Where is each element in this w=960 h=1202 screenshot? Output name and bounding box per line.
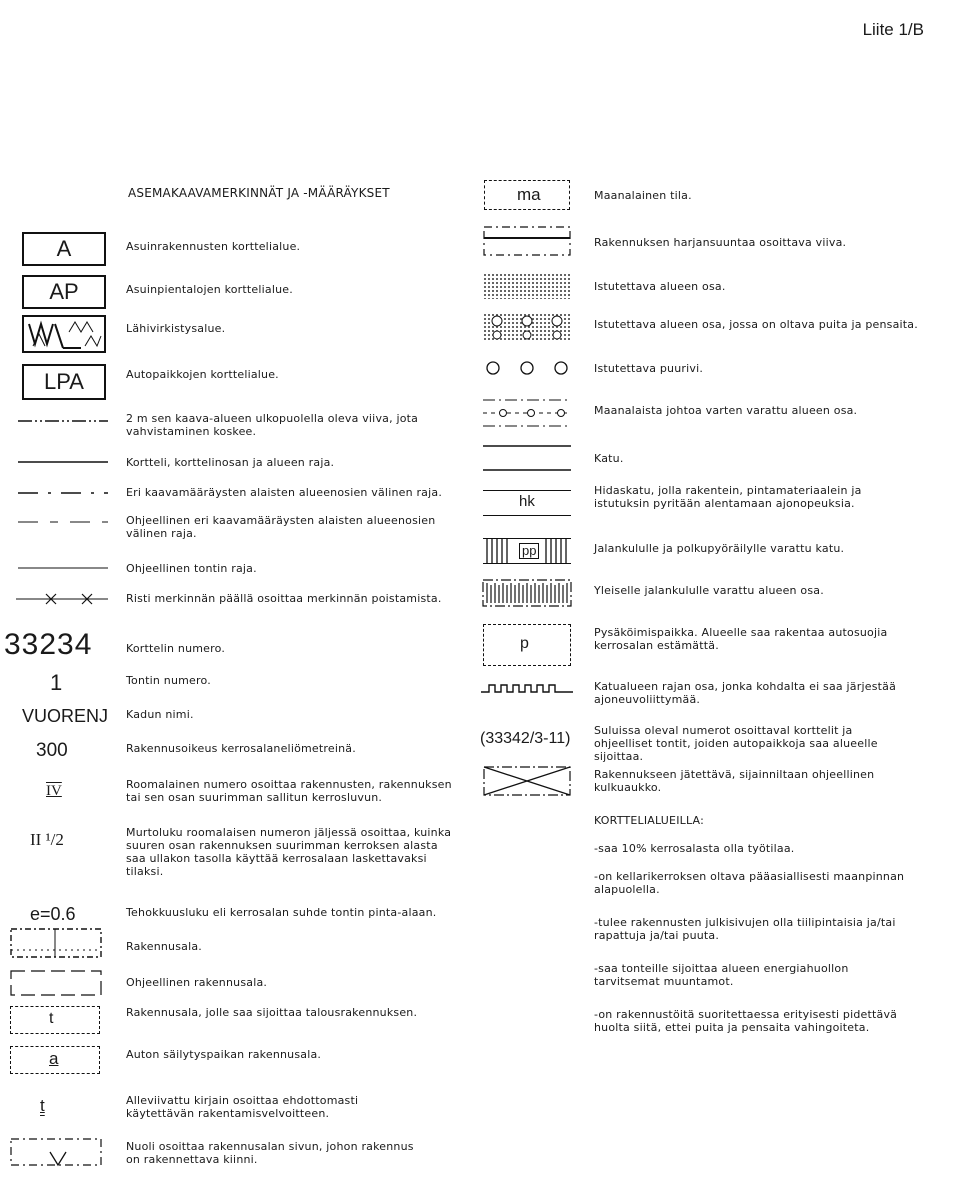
- floors-fraction-example: II ¹/2: [30, 830, 64, 849]
- legend-text-street: Katu.: [594, 452, 624, 465]
- legend-text-underground-space: Maanalainen tila.: [594, 189, 692, 202]
- page-label: Liite 1/B: [862, 20, 924, 39]
- legend-text-lpa: Autopaikkojen korttelialue.: [126, 368, 279, 381]
- building-right-example: 300: [36, 740, 68, 761]
- legend-text-pedestrian-area: Yleiselle jalankululle varattu alueen osa.: [594, 584, 824, 597]
- line-area-boundary-symbol: [18, 491, 108, 495]
- block-areas-section-title: KORTTELIALUEILLA:: [594, 814, 704, 827]
- line-block-boundary-symbol: [18, 460, 108, 464]
- underground-space-symbol: [484, 180, 570, 210]
- rule-work-space: -saa 10% kerrosalasta olla työtilaa.: [594, 842, 795, 855]
- legend-text-a: Asuinrakennusten korttelialue.: [126, 240, 301, 253]
- tree-row-symbol: [483, 360, 571, 376]
- arrow-side-symbol: [10, 1138, 102, 1168]
- legend-text-block-boundary: Kortteli, korttelinosan ja alueen raja.: [126, 456, 335, 469]
- slow-street-symbol: [483, 490, 571, 516]
- legend-text-building-right: Rakennusoikeus kerrosalaneliömetreinä.: [126, 742, 356, 755]
- legend-text-parking-area: Pysäköimispaikka. Alueelle saa rakentaa autosuojia kerrosalan estämättä.: [594, 626, 888, 652]
- legend-text-arrow-side: Nuoli osoittaa rakennusalan sivun, johon rakennus on rakennettava kiinni.: [126, 1140, 414, 1166]
- legend-text-planting-trees-area: Istutettava alueen osa, jossa on oltava puita ja pensaita.: [594, 318, 918, 331]
- planting-area-symbol: [483, 273, 571, 299]
- underlined-letter-example: t: [40, 1096, 45, 1115]
- legend-text-tree-row: Istutettava puurivi.: [594, 362, 704, 375]
- block-number-example: 33234: [4, 628, 93, 661]
- guiding-building-area-symbol: [10, 970, 102, 996]
- plot-number-example: 1: [50, 670, 63, 695]
- legend-text-floors: Roomalainen numero osoittaa rakennusten, rakennuksen tai sen osan suurimman sallitun kerrosluvun.: [126, 778, 452, 804]
- pedestrian-street-symbol: [483, 538, 571, 564]
- parking-area-code: p: [520, 635, 529, 652]
- legend-text-ridge-direction: Rakennuksen harjansuuntaa osoittava viiva.: [594, 236, 847, 249]
- line-plan-boundary-symbol: [18, 418, 108, 424]
- pedestrian-area-symbol: [483, 580, 571, 606]
- legend-text-efficiency: Tehokkuusluku eli kerrosalan suhde tontin pinta-alaan.: [126, 906, 437, 919]
- legend-text-pedestrian-street: Jalankululle ja polkupyöräilylle varattu katu.: [594, 542, 845, 555]
- code-ap-box: AP: [22, 275, 106, 309]
- outbuilding-area-code: t: [49, 1010, 54, 1027]
- legend-text-ap: Asuinpientalojen korttelialue.: [126, 283, 293, 296]
- legend-text-passage-opening: Rakennukseen jätettävä, sijainniltaan ohjeellinen kulkuaukko.: [594, 768, 875, 794]
- slow-street-code: hk: [519, 493, 535, 510]
- car-storage-area-symbol: [10, 1046, 100, 1074]
- passage-opening-symbol: [483, 766, 571, 796]
- underground-space-code: ma: [517, 185, 541, 204]
- floors-example: IV: [46, 783, 62, 799]
- legend-text-building-area: Rakennusala.: [126, 940, 202, 953]
- legend-text-plot-number: Tontin numero.: [126, 674, 211, 687]
- line-guiding-area-boundary-symbol: [18, 520, 108, 524]
- legend-text-street-name: Kadun nimi.: [126, 708, 194, 721]
- efficiency-example: e=0.6: [30, 904, 76, 924]
- code-a-box: A: [22, 232, 106, 266]
- rule-basement: -on kellarikerroksen oltava pääasiallisesti maanpinnan alapuolella.: [594, 870, 905, 896]
- underground-line-symbol: [483, 396, 571, 430]
- ridge-direction-symbol: [483, 226, 571, 256]
- outbuilding-area-symbol: [10, 1006, 100, 1034]
- line-plot-boundary-symbol: [18, 566, 108, 570]
- legend-text-area-boundary: Eri kaavamääräysten alaisten alueenosien välinen raja.: [126, 486, 443, 499]
- reference-numbers-example: (33342/3-11): [480, 730, 571, 747]
- legend-text-vl: Lähivirkistysalue.: [126, 322, 226, 335]
- legend-text-planting-area: Istutettava alueen osa.: [594, 280, 726, 293]
- legend-text-underlined-letter: Alleviivattu kirjain osoittaa ehdottomasti käytettävän rakentamisvelvoitteen.: [126, 1094, 359, 1120]
- planting-trees-area-symbol: [483, 313, 571, 341]
- page-title: ASEMAKAAVAMERKINNÄT JA -MÄÄRÄYKSET: [128, 186, 390, 200]
- rule-protect-trees: -on rakennustöitä suoritettaessa erityisesti pidettävä huolta siitä, ettei puita ja pensaita vahingoiteta.: [594, 1008, 898, 1034]
- rule-transformers: -saa tonteille sijoittaa alueen energiahuollon tarvitsemat muuntamot.: [594, 962, 849, 988]
- legend-text-guiding-building-area: Ohjeellinen rakennusala.: [126, 976, 268, 989]
- legend-text-removal: Risti merkinnän päällä osoittaa merkinnän poistamista.: [126, 592, 442, 605]
- legend-text-plan-boundary: 2 m sen kaava-alueen ulkopuolella oleva viiva, jota vahvistaminen koskee.: [126, 412, 419, 438]
- code-lpa-box: LPA: [22, 364, 106, 400]
- street-name-example: VUORENJ: [22, 706, 109, 726]
- pedestrian-street-code: pp: [519, 543, 539, 559]
- no-access-boundary-symbol: [481, 682, 573, 696]
- street-symbol: [483, 444, 571, 472]
- line-removal-symbol: [16, 592, 108, 606]
- legend-text-plot-boundary: Ohjeellinen tontin raja.: [126, 562, 257, 575]
- legend-text-guiding-area-boundary: Ohjeellinen eri kaavamääräysten alaisten alueenosien välinen raja.: [126, 514, 436, 540]
- legend-text-no-access-boundary: Katualueen rajan osa, jonka kohdalta ei saa järjestää ajoneuvoliittymää.: [594, 680, 897, 706]
- legend-text-outbuilding-area: Rakennusala, jolle saa sijoittaa talousrakennuksen.: [126, 1006, 418, 1019]
- car-storage-area-code: a: [49, 1049, 59, 1068]
- legend-text-reference-numbers: Suluissa oleval numerot osoittaval korttelit ja ohjeelliset tontit, joiden autopaikkoja saa alueelle sijoittaa.: [594, 724, 878, 763]
- code-vl-box: [22, 315, 106, 353]
- legend-text-car-storage-area: Auton säilytyspaikan rakennusala.: [126, 1048, 322, 1061]
- legend-text-floors-fraction: Murtoluku roomalaisen numeron jäljessä osoittaa, kuinka suuren osan rakennuksen suurimman kerroksen alasta saa ullakon tasolla käyttää kerrosalaan laskettavaksi tilaksi.: [126, 826, 452, 878]
- legend-text-underground-line: Maanalaista johtoa varten varattu alueen osa.: [594, 404, 858, 417]
- parking-area-symbol: [483, 624, 571, 666]
- legend-text-block-number: Korttelin numero.: [126, 642, 226, 655]
- legend-text-slow-street: Hidaskatu, jolla rakentein, pintamateriaalein ja istutuksin pyritään alentamaan ajonopeuksia.: [594, 484, 862, 510]
- rule-facades: -tulee rakennusten julkisivujen olla tiilipintaisia ja/tai rapattuja ja/tai puuta.: [594, 916, 896, 942]
- vl-symbol: [25, 318, 105, 352]
- building-area-symbol: [10, 928, 102, 958]
